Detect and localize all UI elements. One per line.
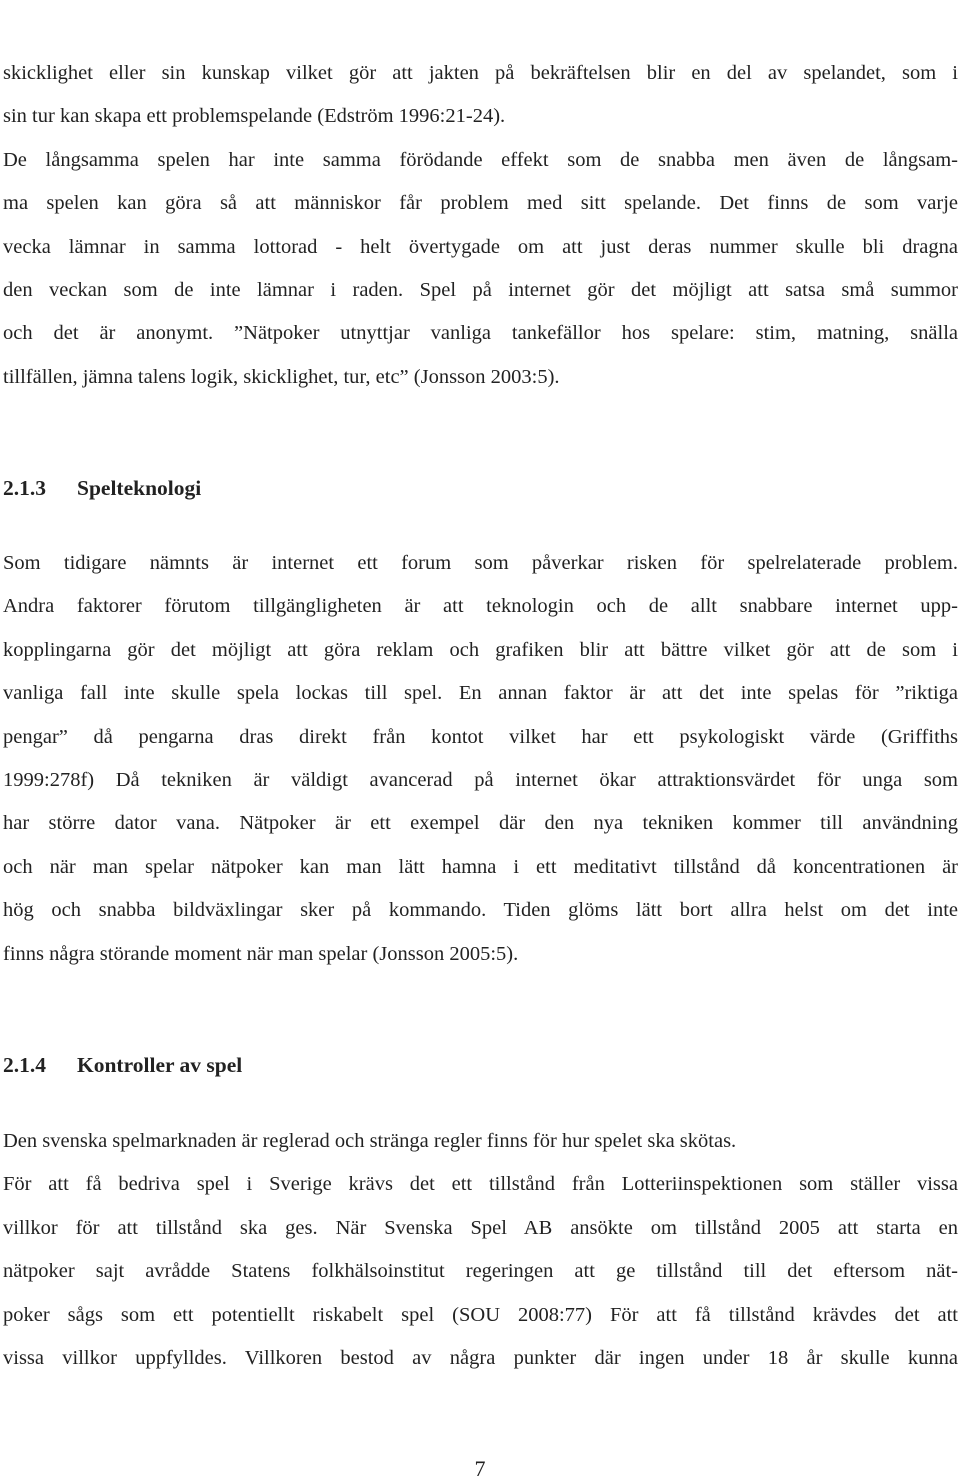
text-line: och det är anonymt. ”Nätpoker utnyttjar vanliga tankefällor hos spelare: stim, matning, snälla (3, 322, 958, 345)
text-line: sin tur kan skapa ett problemspelande (Edström 1996:21-24). (3, 105, 506, 128)
text-line: villkor för att tillstånd ska ges. När Svenska Spel AB ansökte om tillstånd 2005 att starta en (3, 1216, 958, 1239)
text-line: 1999:278f) Då tekniken är väldigt avancerad på internet ökar attraktionsvärdet för unga som (3, 768, 958, 791)
text-line: poker sågs som ett potentiellt riskabelt spel (SOU 2008:77) För att få tillstånd krävdes det att (3, 1303, 958, 1326)
section-number: 2.1.3 (3, 476, 46, 500)
spelteknologi-paragraph (3, 542, 958, 976)
text-line: vecka lämnar in samma lottorad - helt övertygade om att just deras nummer skulle bli dragna (3, 235, 958, 258)
kontroller-paragraph (3, 1120, 958, 1380)
text-line: Som tidigare nämnts är internet ett forum som påverkar risken för spelrelaterade problem. (3, 552, 958, 574)
text-line: vissa villkor uppfylldes. Villkoren bestod av några punkter där ingen under 18 år skulle kunna (3, 1346, 958, 1369)
text-line: har större dator vana. Nätpoker är ett exempel där den nya tekniken kommer till användning (3, 812, 958, 835)
text-line: finns några störande moment när man spelar (Jonsson 2005:5). (3, 942, 519, 965)
text-line: och när man spelar nätpoker kan man lätt hamna i ett meditativt tillstånd då koncentrationen är (3, 855, 958, 878)
section-heading-2-1-3 (3, 473, 201, 503)
text-line: Den svenska spelmarknaden är reglerad och stränga regler finns för hur spelet ska skötas. (3, 1130, 737, 1152)
section-number: 2.1.4 (3, 1053, 46, 1077)
text-line: Andra faktorer förutom tillgängligheten är att teknologin och de allt snabbare internet upp- (3, 595, 958, 618)
text-line: De långsamma spelen har inte samma förödande effekt som de snabba men även de långsam- (3, 148, 958, 171)
text-line: hög och snabba bildväxlingar sker på kommando. Tiden glöms lätt bort allra helst om det inte (3, 899, 958, 922)
text-line: skicklighet eller sin kunskap vilket gör att jakten på bekräftelsen blir en del av spelandet, som i (3, 62, 958, 84)
page-number: 7 (474, 1456, 486, 1481)
text-line: kopplingarna gör det möjligt att göra reklam och grafiken blir att bättre vilket gör att de som i (3, 638, 958, 661)
text-line: vanliga fall inte skulle spela lockas till spel. En annan faktor är att det inte spelas för ”riktiga (3, 682, 958, 705)
intro-paragraph (3, 52, 958, 399)
text-line: ma spelen kan göra så att människor får problem med sitt spelande. Det finns de som varje (3, 192, 958, 215)
text-line: tillfällen, jämna talens logik, skicklighet, tur, etc” (Jonsson 2003:5). (3, 365, 560, 388)
text-line: nätpoker sajt avrådde Statens folkhälsoinstitut regeringen att ge tillstånd till det eftersom nät- (3, 1260, 958, 1283)
text-line: den veckan som de inte lämnar i raden. Spel på internet gör det möjligt att satsa små summor (3, 278, 958, 301)
text-line: För att få bedriva spel i Sverige krävs det ett tillstånd från Lotteriinspektionen som ställer vissa (3, 1173, 958, 1196)
text-line: pengar” då pengarna dras direkt från kontot vilket har ett psykologiskt värde (Griffiths (3, 725, 958, 748)
section-title: Spelteknologi (77, 476, 202, 500)
section-heading-2-1-4 (3, 1050, 242, 1080)
section-title: Kontroller av spel (77, 1053, 243, 1077)
